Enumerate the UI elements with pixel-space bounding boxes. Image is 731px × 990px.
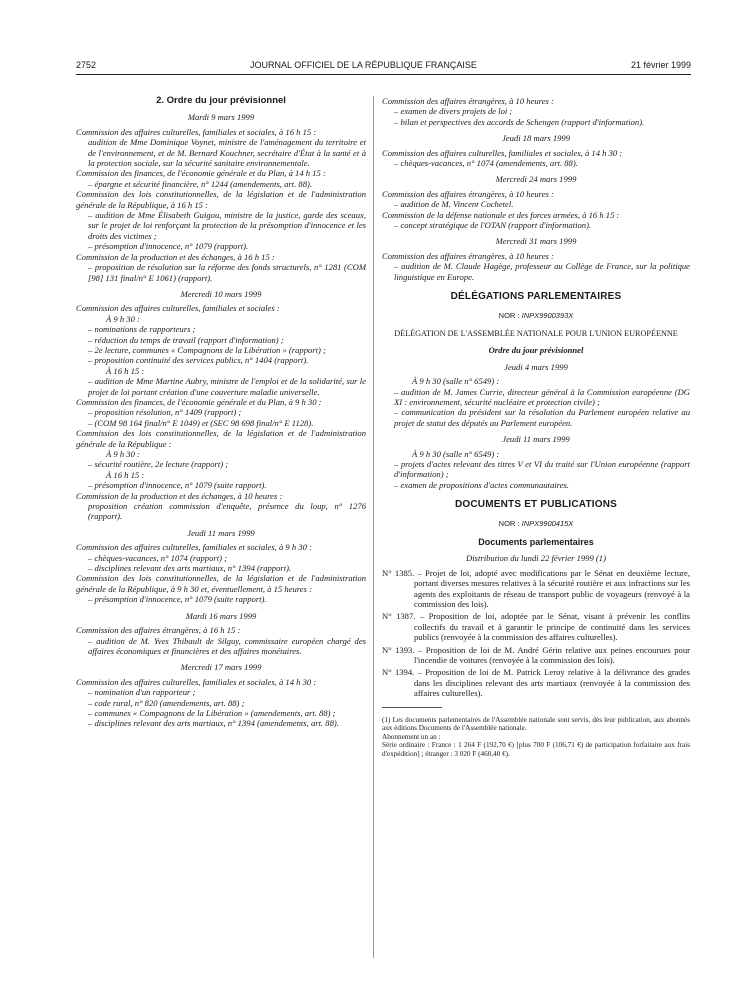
agenda-item: – audition de Mme Élisabeth Guigou, ministre de la justice, garde des sceaux, sur le projet de loi renforçant la protection de la présomption d'innocence et les droits des victimes ;	[88, 210, 366, 241]
journal-title: JOURNAL OFFICIEL DE LA RÉPUBLIQUE FRANÇAISE	[250, 60, 477, 70]
right-column	[382, 96, 690, 759]
nor-label: NOR :	[498, 518, 520, 528]
footnote	[382, 716, 690, 759]
day-heading: Mercredi 31 mars 1999	[495, 236, 577, 247]
document-item: N° 1394. – Proposition de loi de M. Patrick Leroy relative à la délivrance des grades dans les disciplines relevant des arts martiaux (renvoyée à la commission des affaires culturelles).	[382, 667, 690, 699]
agenda-item: – audition de M. Claude Hagège, professeur au Collège de France, sur la politique linguistique en Europe.	[394, 261, 690, 282]
agenda-item: – concept stratégique de l'OTAN (rapport d'information).	[394, 220, 592, 231]
header-rule	[76, 74, 691, 75]
footnote-line: Série ordinaire : France : 1 264 F (192,70 €) [plus 700 F (106,71 €) de participation forfaitaire aux frais d'expédition] ; étranger : 3 020 F (460,40 €).	[382, 741, 690, 759]
commission-name: Commission de la défense nationale et des forces armées, à 16 h 15 :	[382, 209, 620, 220]
delegations-nor	[382, 311, 690, 321]
commission-name: Commission des affaires culturelles, familiales et sociales, à 14 h 30 :	[382, 147, 623, 158]
agenda-item: – disciplines relevant des arts martiaux, n° 1394 (rapport).	[88, 563, 292, 574]
agenda-item: – examen de divers projets de loi ;	[394, 106, 513, 117]
day-heading: Jeudi 4 mars 1999	[504, 361, 568, 372]
distribution-date: Distribution du lundi 22 février 1999 (1)	[466, 553, 606, 564]
agenda-item: proposition création commission d'enquête, présence du loup, n° 1276 (rapport).	[88, 501, 366, 522]
session-time: À 9 h 30 (salle n° 6549) :	[412, 448, 500, 459]
agenda-item: – présomption d'innocence, n° 1079 (suite rapport).	[88, 480, 267, 491]
agenda-item: – sécurité routière, 2e lecture (rapport) ;	[88, 459, 229, 470]
document-item: N° 1393. – Proposition de loi de M. André Gérin relative aux peines encourues pour l'incendie de voitures (renvoyée à la commission des lois).	[382, 644, 690, 666]
commission-name: Commission des lois constitutionnelles, de la législation et de l'administration générale de la République, à 16 h 15 :	[76, 189, 366, 210]
document-list	[382, 568, 690, 699]
session-time: À 9 h 30 (salle n° 6549) :	[412, 376, 500, 387]
commission-name: Commission des finances, de l'économie générale et du Plan, à 9 h 30 :	[76, 396, 322, 407]
day-heading: Jeudi 11 mars 1999	[502, 434, 570, 445]
page-number: 2752	[76, 60, 97, 70]
agenda-item: – bilan et perspectives des accords de Schengen (rapport d'information).	[394, 116, 645, 127]
commission-name: Commission des affaires culturelles, familiales et sociales, à 16 h 15 :	[76, 126, 317, 137]
delegations-title: DÉLÉGATIONS PARLEMENTAIRES	[450, 291, 622, 303]
agenda-item: – chèques-vacances, n° 1074 (amendements, art. 88).	[394, 158, 578, 169]
column-divider	[373, 96, 374, 958]
commission-name: Commission des affaires culturelles, familiales et sociales, à 9 h 30 :	[76, 542, 312, 553]
session-time: À 9 h 30 :	[106, 313, 140, 324]
issue-date: 21 février 1999	[630, 60, 691, 70]
agenda-item: – audition de M. James Currie, directeur général à la Commission européenne (DG XI : environnement, sécurité nucléaire et protection civile) ;	[394, 386, 690, 407]
day-heading: Mardi 9 mars 1999	[187, 112, 255, 123]
documents-title: DOCUMENTS ET PUBLICATIONS	[454, 499, 618, 511]
agenda-item: – nomination d'un rapporteur ;	[88, 687, 196, 698]
documents-subtitle: Documents parlementaires	[478, 537, 594, 547]
agenda-item: – proposition continuité des services publics, n° 1404 (rapport).	[88, 355, 309, 366]
agenda-item: – réduction du temps de travail (rapport d'information) ;	[88, 334, 284, 345]
page-header	[76, 58, 691, 72]
commission-name: Commission des affaires étrangères, à 16 h 15 :	[76, 625, 241, 636]
agenda-item: – chèques-vacances, n° 1074 (rapport) ;	[88, 552, 227, 563]
agenda-item: – nominations de rapporteurs ;	[88, 324, 196, 335]
right-agenda-continued	[382, 96, 690, 127]
agenda-item: – 2e lecture, communes « Compagnons de la Libération » (rapport) ;	[88, 344, 326, 355]
commission-name: Commission des affaires étrangères, à 10 heures :	[382, 96, 554, 106]
footnote-line: Abonnement un an :	[382, 732, 441, 741]
agenda-item: – communication du président sur la résolution du Parlement européen relative au projet de statut des députés au Parlement européen.	[394, 407, 690, 428]
session-time: À 16 h 15 :	[106, 365, 145, 376]
agenda-item: – disciplines relevant des arts martiaux, n° 1394 (amendements, art. 88).	[88, 718, 339, 729]
agenda-item: – communes « Compagnons de la Libération » (amendements, art. 88) ;	[88, 707, 336, 718]
agenda-item: – examen de propositions d'actes communautaires.	[394, 479, 569, 490]
commission-name: Commission des affaires étrangères, à 10 heures :	[382, 250, 554, 261]
agenda-item: – proposition résolution, n° 1409 (rapport) ;	[88, 407, 242, 418]
day-heading: Jeudi 11 mars 1999	[187, 527, 255, 538]
commission-name: Commission de la production et des échanges, à 10 heures :	[76, 490, 283, 501]
day-heading: Mercredi 10 mars 1999	[180, 288, 262, 299]
day-heading: Mardi 16 mars 1999	[185, 610, 257, 621]
agenda-item: – audition de M. Yves Thibault de Silguy, commissaire européen chargé des affaires économiques et financières et des affaires monétaires.	[88, 635, 366, 656]
footnote-rule	[382, 707, 442, 708]
agenda-item: – projets d'actes relevant des titres V et VI du traité sur l'Union européenne (rapport d'information) ;	[394, 458, 690, 480]
commission-name: Commission des affaires culturelles, familiales et sociales :	[76, 303, 280, 314]
day-heading: Mercredi 17 mars 1999	[180, 662, 262, 673]
document-item: N° 1385. – Projet de loi, adopté avec modifications par le Sénat en deuxième lecture, portant diverses mesures relatives à la sécurité routière et aux infractions sur les agents des exploitants de réseau de transport public de voyageurs (renvoyé à la commission des lois).	[382, 567, 690, 610]
session-time: À 9 h 30 :	[106, 449, 140, 459]
agenda-item: – proposition de résolution sur la réforme des fonds structurels, n° 1281 (COM [98] 131 final/n° E 1061) (rapport).	[88, 262, 366, 283]
delegation-agenda-title: Ordre du jour prévisionnel	[488, 345, 584, 356]
agenda-item: – audition de Mme Martine Aubry, ministre de l'emploi et de la solidarité, sur le projet de loi portant création d'une couverture maladie universelle.	[88, 376, 366, 397]
right-agenda	[382, 133, 690, 282]
commission-name: Commission des affaires étrangères, à 10 heures :	[382, 188, 554, 199]
left-column	[76, 96, 366, 729]
session-time: À 16 h 15 :	[106, 469, 145, 480]
delegation-agenda	[382, 362, 690, 490]
nor-code: INPX9900415X	[521, 518, 574, 528]
nor-code: INPX9900393X	[521, 310, 574, 320]
left-agenda	[76, 112, 366, 728]
agenda-item: – épargne et sécurité financière, n° 1244 (amendements, art. 88).	[88, 178, 313, 189]
agenda-item: – présomption d'innocence, n° 1079 (rapport).	[88, 241, 249, 252]
agenda-item: – audition de M. Vincent Cochetel.	[394, 199, 514, 210]
agenda-item: audition de Mme Dominique Voynet, ministre de l'aménagement du territoire et de l'environnement, et de M. Bernard Kouchner, secrétaire d'État à la santé et à la protection sociale, sur la sécurité sanitaire environnementale.	[88, 137, 366, 169]
commission-name: Commission des affaires culturelles, familiales et sociales, à 14 h 30 :	[76, 676, 317, 687]
agenda-item: – (COM 98 164 final/n° E 1049) et (SEC 98 698 final/n° E 1128).	[88, 417, 314, 428]
commission-name: Commission des lois constitutionnelles, de la législation et de l'administration générale de la République, à 9 h 30 et, éventuellement, à 15 heures :	[76, 573, 366, 594]
day-heading: Jeudi 18 mars 1999	[501, 133, 571, 144]
nor-label: NOR :	[498, 310, 520, 320]
footnote-line: (1) Les documents parlementaires de l'Assemblée nationale sont servis, dès leur publication, aux abonnés aux éditions Documents de l'Assemblée nationale.	[382, 715, 690, 733]
document-item: N° 1387. – Proposition de loi, adoptée par le Sénat, visant à prévenir les conflits collectifs du travail et à garantir le principe de continuité dans les services publics (renvoyée à la commission des affaires culturelles).	[382, 611, 690, 643]
agenda-item: – code rural, n° 820 (amendements, art. 88) ;	[88, 697, 245, 708]
documents-nor	[382, 519, 690, 529]
section-title: 2. Ordre du jour prévisionnel	[156, 95, 286, 106]
agenda-item: – présomption d'innocence, n° 1079 (suite rapport).	[88, 594, 267, 605]
commission-name: Commission des finances, de l'économie générale et du Plan, à 14 h 15 :	[76, 168, 326, 179]
commission-name: Commission des lois constitutionnelles, de la législation et de l'administration générale de la République :	[76, 428, 366, 449]
day-heading: Mercredi 24 mars 1999	[495, 174, 577, 185]
delegation-title: DÉLÉGATION DE L'ASSEMBLÉE NATIONALE POUR L'UNION EUROPÉENNE	[394, 328, 678, 338]
commission-name: Commission de la production et des échanges, à 16 h 15 :	[76, 251, 275, 262]
